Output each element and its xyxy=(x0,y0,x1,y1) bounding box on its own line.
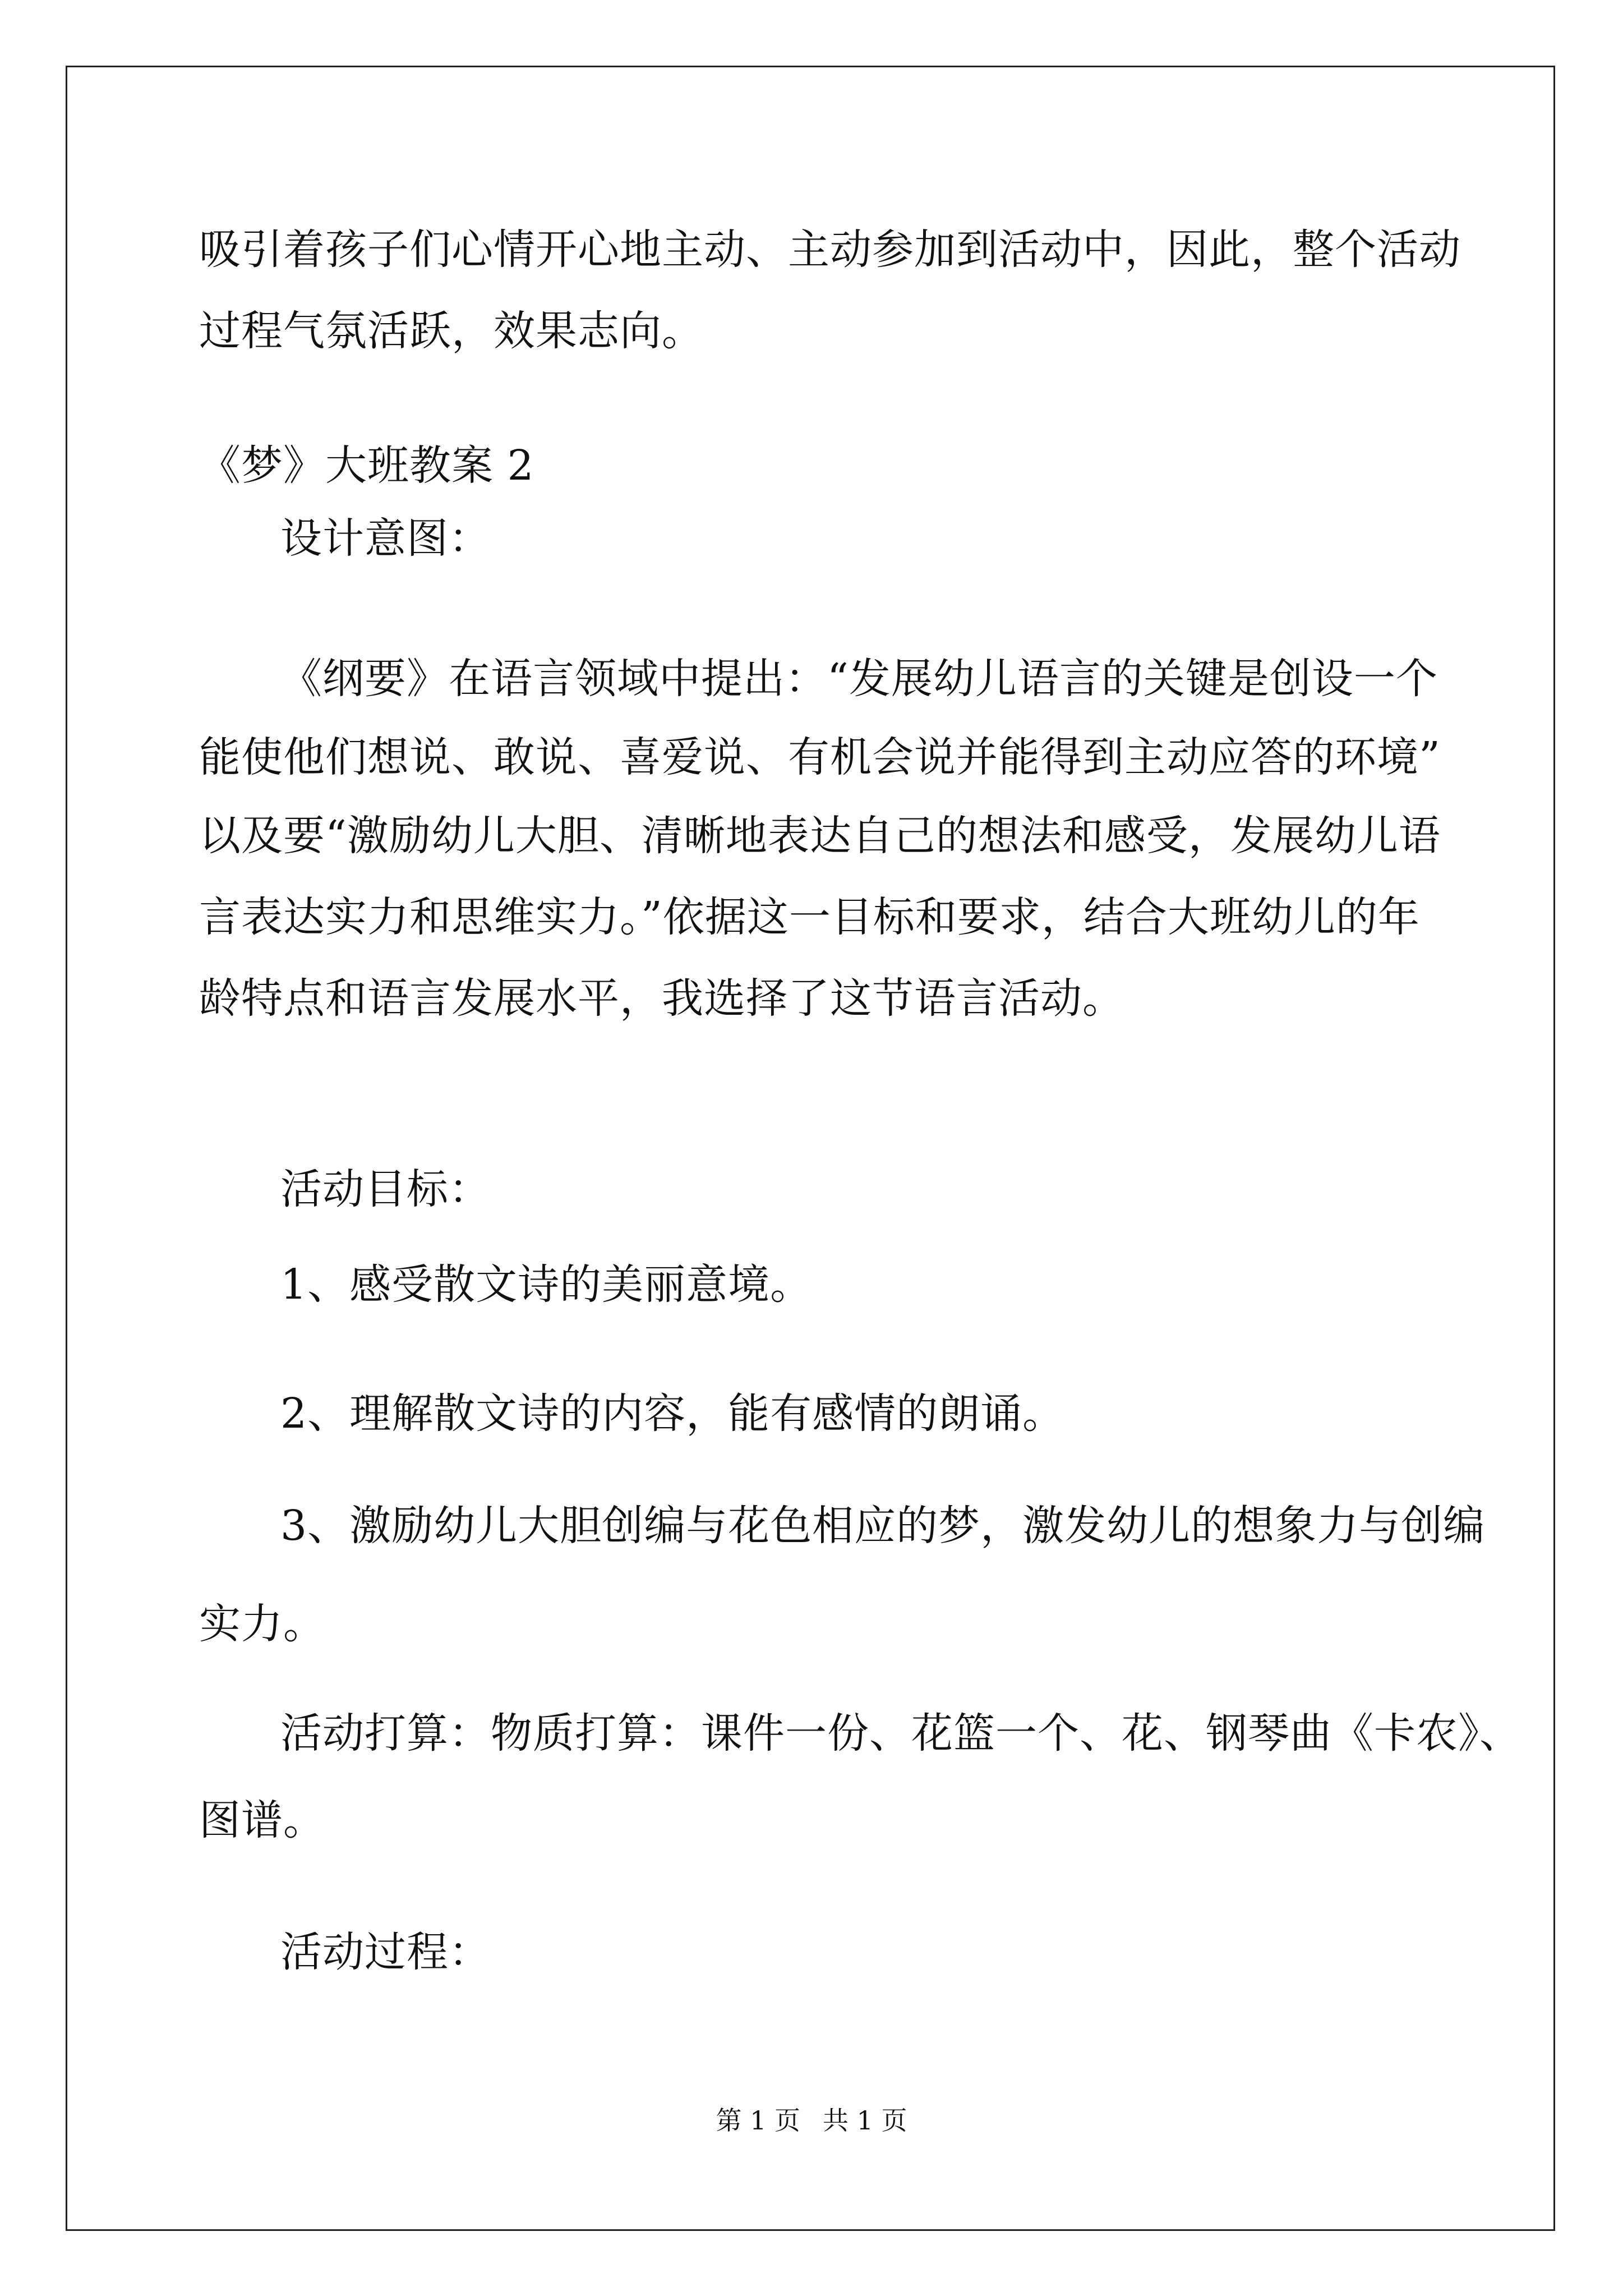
paragraph-line: 过程气氛活跃，效果志向。 xyxy=(199,307,704,355)
page-border xyxy=(66,66,1555,2231)
subheading: 活动过程： xyxy=(280,1928,491,1976)
paragraph-line: 吸引着孩子们心情开心地主动、主动参加到活动中，因此，整个活动 xyxy=(199,226,1461,274)
page-number: 第 1 页 xyxy=(716,2105,800,2136)
paragraph-line: 龄特点和语言发展水平，我选择了这节语言活动。 xyxy=(199,974,1124,1023)
list-item: 2、理解散文诗的内容，能有感情的朗诵。 xyxy=(280,1389,1065,1438)
section-title: 《梦》大班教案 2 xyxy=(199,441,534,490)
paragraph-line: 图谱。 xyxy=(199,1796,325,1844)
paragraph-line: 活动打算：物质打算：课件一份、花篮一个、花、钢琴曲《卡农》、 xyxy=(280,1709,1521,1757)
page-footer xyxy=(0,2104,1623,2137)
subheading: 设计意图： xyxy=(280,514,491,563)
list-item: 3、激励幼儿大胆创编与花色相应的梦，激发幼儿的想象力与创编 xyxy=(280,1502,1486,1550)
paragraph-line: 《纲要》在语言领域中提出：“发展幼儿语言的关键是创设一个 xyxy=(280,655,1438,703)
paragraph-line: 以及要“激励幼儿大胆、清晰地表达自己的想法和感受，发展幼儿语 xyxy=(199,812,1441,860)
page-total: 共 1 页 xyxy=(823,2105,907,2136)
list-item: 1、感受散文诗的美丽意境。 xyxy=(280,1260,813,1309)
subheading: 活动目标： xyxy=(280,1165,491,1213)
list-item-continuation: 实力。 xyxy=(199,1600,325,1648)
paragraph-line: 言表达实力和思维实力。”依据这一目标和要求，结合大班幼儿的年 xyxy=(199,893,1420,941)
paragraph-line: 能使他们想说、敢说、喜爱说、有机会说并能得到主动应答的环境” xyxy=(199,733,1441,781)
